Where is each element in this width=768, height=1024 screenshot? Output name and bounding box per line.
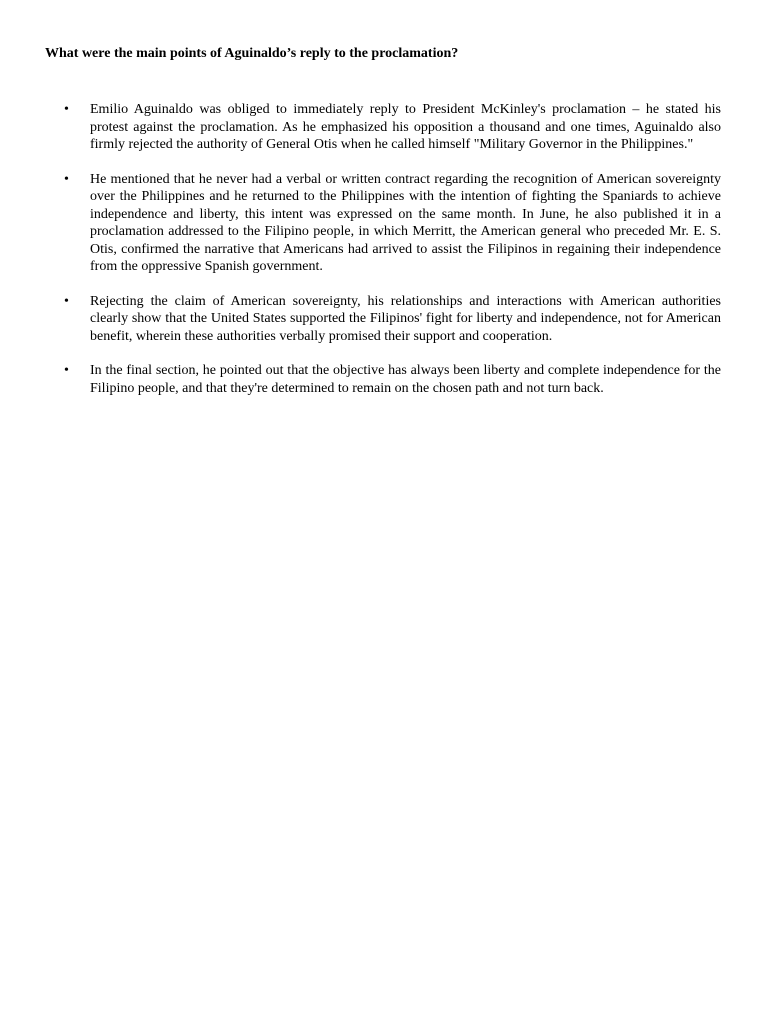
bullet-icon: •: [64, 102, 69, 117]
answer-list: [0, 101, 768, 414]
answer-point-3: Rejecting the claim of American sovereignty, his relationships and interactions with American authorities clearly show that the United States supported the Filipinos' fight for liberty and independence, not for American benefit, wherein these authorities verbally promised their support and cooperation.: [90, 293, 721, 344]
answer-point-4: In the final section, he pointed out that the objective has always been liberty and complete independence for the Filipino people, and that they're determined to remain on the chosen path and not turn back.: [90, 363, 721, 396]
question-heading: What were the main points of Aguinaldo’s reply to the proclamation?: [45, 46, 459, 61]
answer-point-1: Emilio Aguinaldo was obliged to immediately reply to President McKinley's proclamation – he stated his protest against the proclamation. As he emphasized his opposition a thousand and one times, Aguinaldo also firmly rejected the authority of General Otis when he called himself "Military Governor in the Philippines.": [90, 102, 721, 152]
list-item: [0, 101, 768, 154]
bullet-icon: •: [64, 293, 69, 309]
list-item: [0, 362, 768, 397]
bullet-icon: •: [64, 171, 69, 187]
list-item: [0, 171, 768, 276]
bullet-icon: •: [64, 363, 69, 378]
list-item: [0, 293, 768, 346]
answer-point-2: He mentioned that he never had a verbal or written contract regarding the recognition of American sovereignty over the Philippines and he returned to the Philippines with the intention of fighting the Spaniards to achieve independence and liberty, this intent was expressed on the same month. In June, he also published it in a proclamation addressed to the Filipino people, in which Merritt, the American general who preceded Mr. E. S. Otis, confirmed the narrative that Americans had arrived to assist the Filipinos in regaining their independence from the oppressive Spanish government.: [90, 171, 721, 274]
